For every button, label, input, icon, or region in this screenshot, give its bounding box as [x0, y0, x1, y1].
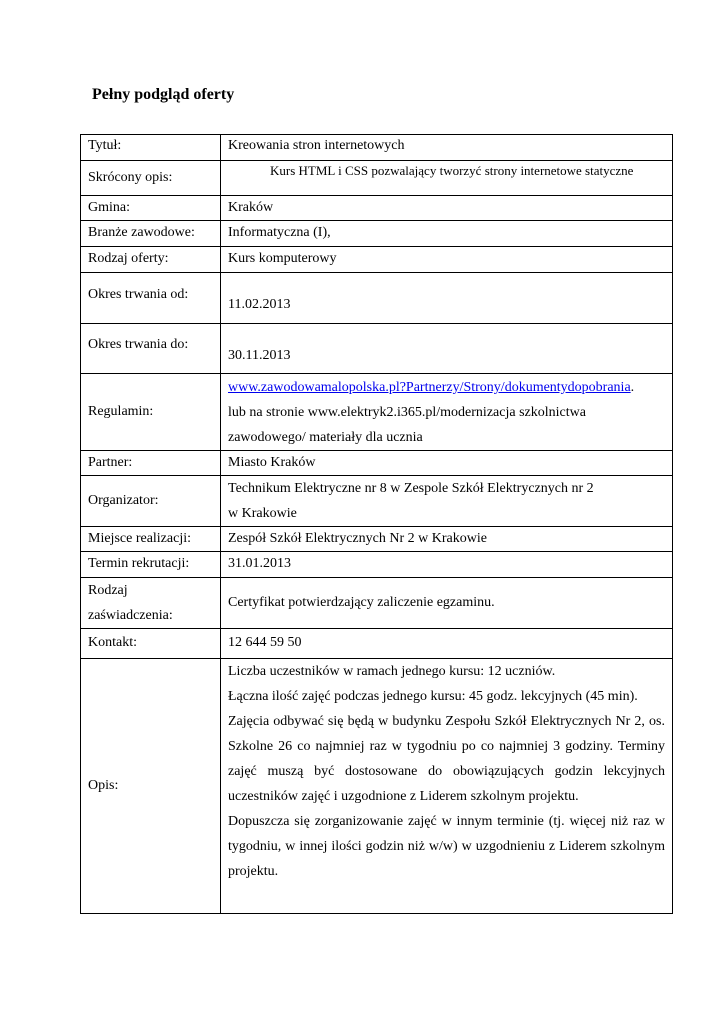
- label-period-to: Okres trwania do:: [81, 324, 221, 374]
- description-paragraph: Zajęcia odbywać się będą w budynku Zespołu Szkół Elektrycznych Nr 2, os. Szkolne 26 co najmniej raz w tygodniu po co najmniej 3 godziny. Terminy zajęć muszą być dostosowane do obowiązujących godzin lekcyjnych uczestników zajęć i uzgodnione z Liderem szkolnym projektu.: [228, 714, 665, 804]
- regulations-link[interactable]: www.zawodowamalopolska.pl?Partnerzy/Strony/dokumentydopobrania: [228, 380, 631, 395]
- row-short-description: [81, 161, 673, 196]
- label-short-description: Skrócony opis:: [81, 161, 221, 196]
- label-contact: Kontakt:: [81, 629, 221, 659]
- label-location: Miejsce realizacji:: [81, 527, 221, 552]
- label-period-from: Okres trwania od:: [81, 273, 221, 324]
- row-offer-type: [81, 247, 673, 273]
- label-description: Opis:: [81, 659, 221, 914]
- label-municipality: Gmina:: [81, 196, 221, 221]
- value-certificate: Certyfikat potwierdzający zaliczenie egzaminu.: [221, 578, 673, 629]
- value-offer-type: Kurs komputerowy: [221, 247, 673, 273]
- value-industries: Informatyczna (I),: [221, 221, 673, 247]
- description-line: Łączna ilość zajęć podczas jednego kursu: 45 godz. lekcyjnych (45 min).: [228, 689, 638, 704]
- row-organizer: [81, 476, 673, 527]
- label-recruitment: Termin rekrutacji:: [81, 552, 221, 578]
- row-contact: [81, 629, 673, 659]
- organizer-line2: w Krakowie: [228, 506, 297, 521]
- description-paragraph: Dopuszcza się zorganizowanie zajęć w innym terminie (tj. więcej niż raz w tygodniu, w innej ilości godzin niż w/w) w uzgodnieniu z Liderem szkolnym projektu.: [228, 814, 665, 879]
- value-location: Zespół Szkół Elektrycznych Nr 2 w Krakowie: [221, 527, 673, 552]
- label-offer-type: Rodzaj oferty:: [81, 247, 221, 273]
- value-title: Kreowania stron internetowych: [221, 135, 673, 161]
- row-industries: [81, 221, 673, 247]
- value-contact: 12 644 59 50: [221, 629, 673, 659]
- row-title: [81, 135, 673, 161]
- offer-table: [80, 134, 673, 914]
- value-period-from: 11.02.2013: [221, 273, 673, 324]
- label-organizer: Organizator:: [81, 476, 221, 527]
- value-recruitment: 31.01.2013: [221, 552, 673, 578]
- value-municipality: Kraków: [221, 196, 673, 221]
- row-description: [81, 659, 673, 914]
- regulations-line3: zawodowego/ materiały dla ucznia: [228, 430, 423, 445]
- row-location: [81, 527, 673, 552]
- organizer-line1: Technikum Elektryczne nr 8 w Zespole Szkół Elektrycznych nr 2: [228, 481, 594, 496]
- label-industries: Branże zawodowe:: [81, 221, 221, 247]
- label-partner: Partner:: [81, 451, 221, 476]
- page-title: Pełny podgląd oferty: [92, 86, 235, 103]
- regulations-link-suffix: .: [630, 380, 635, 395]
- label-regulations: Regulamin:: [81, 374, 221, 451]
- label-title: Tytuł:: [81, 135, 221, 161]
- row-municipality: [81, 196, 673, 221]
- row-certificate: [81, 578, 673, 629]
- row-regulations: [81, 374, 673, 451]
- description-line: Liczba uczestników w ramach jednego kursu: 12 uczniów.: [228, 664, 556, 679]
- row-partner: [81, 451, 673, 476]
- row-recruitment: [81, 552, 673, 578]
- label-certificate-line2: zaświadczenia:: [88, 608, 173, 623]
- row-period-from: [81, 273, 673, 324]
- value-period-to: 30.11.2013: [221, 324, 673, 374]
- value-short-description: Kurs HTML i CSS pozwalający tworzyć strony internetowe statyczne: [270, 163, 634, 178]
- value-partner: Miasto Kraków: [221, 451, 673, 476]
- row-period-to: [81, 324, 673, 374]
- regulations-line2: lub na stronie www.elektryk2.i365.pl/modernizacja szkolnictwa: [228, 405, 586, 420]
- label-certificate-line1: Rodzaj: [88, 583, 128, 598]
